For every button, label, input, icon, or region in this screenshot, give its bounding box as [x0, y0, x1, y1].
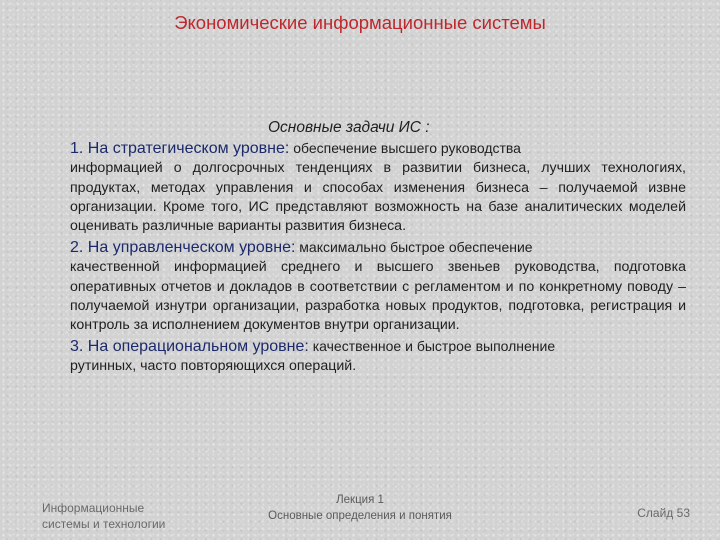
task-item-managerial [70, 238, 686, 335]
footer-course [42, 500, 182, 532]
task-item-operational [70, 337, 686, 376]
slide-subtitle: Основные задачи ИС : [268, 119, 430, 136]
task-body-text: рутинных, часто повторяющихся операций. [70, 358, 357, 375]
footer-slide-number: Слайд 53 [637, 506, 690, 520]
task-level-label: 3. На операциональном уровне: [70, 338, 309, 356]
task-item-head [70, 238, 686, 258]
task-level-label: 1. На стратегическом уровне: [70, 140, 290, 158]
task-level-label: 2. На управленческом уровне: [70, 239, 296, 257]
task-item-strategic [70, 139, 686, 236]
footer-course-line2: системы и технологии [42, 517, 166, 531]
task-lead-text: обеспечение высшего руководства [289, 140, 521, 157]
footer-course-line1: Информационные [42, 501, 145, 515]
task-item-head [70, 139, 686, 159]
footer-lecture-number: Лекция 1 [336, 494, 384, 506]
footer-lecture [240, 492, 480, 524]
task-item-head [70, 337, 686, 357]
task-lead-text: качественное и быстрое выполнение [308, 338, 556, 355]
task-lead-text: максимально быстрое обеспечение [295, 239, 533, 256]
slide-title: Экономические информационные системы [174, 12, 546, 33]
slide-content [70, 118, 686, 377]
task-body-text: качественной информацией среднего и высшего звеньев руководства, подготовка оперативных отчетов и докладов в соответствии с регламентом и по конкретному поводу – получаемой изнутри организации, разработка новых продуктов, подготовка, регистрация и контроль за исполнением документов внутри организации. [70, 259, 686, 334]
footer-lecture-topic: Основные определения и понятия [268, 510, 452, 522]
task-body-text: информацией о долгосрочных тенденциях в развитии бизнеса, лучших технологиях, продуктах, методах управления и способах изменения бизнеса – получаемой извне организации. Кроме того, ИС представляют возможность на базе аналитических моделей оценивать различные варианты развития бизнеса. [70, 160, 686, 235]
